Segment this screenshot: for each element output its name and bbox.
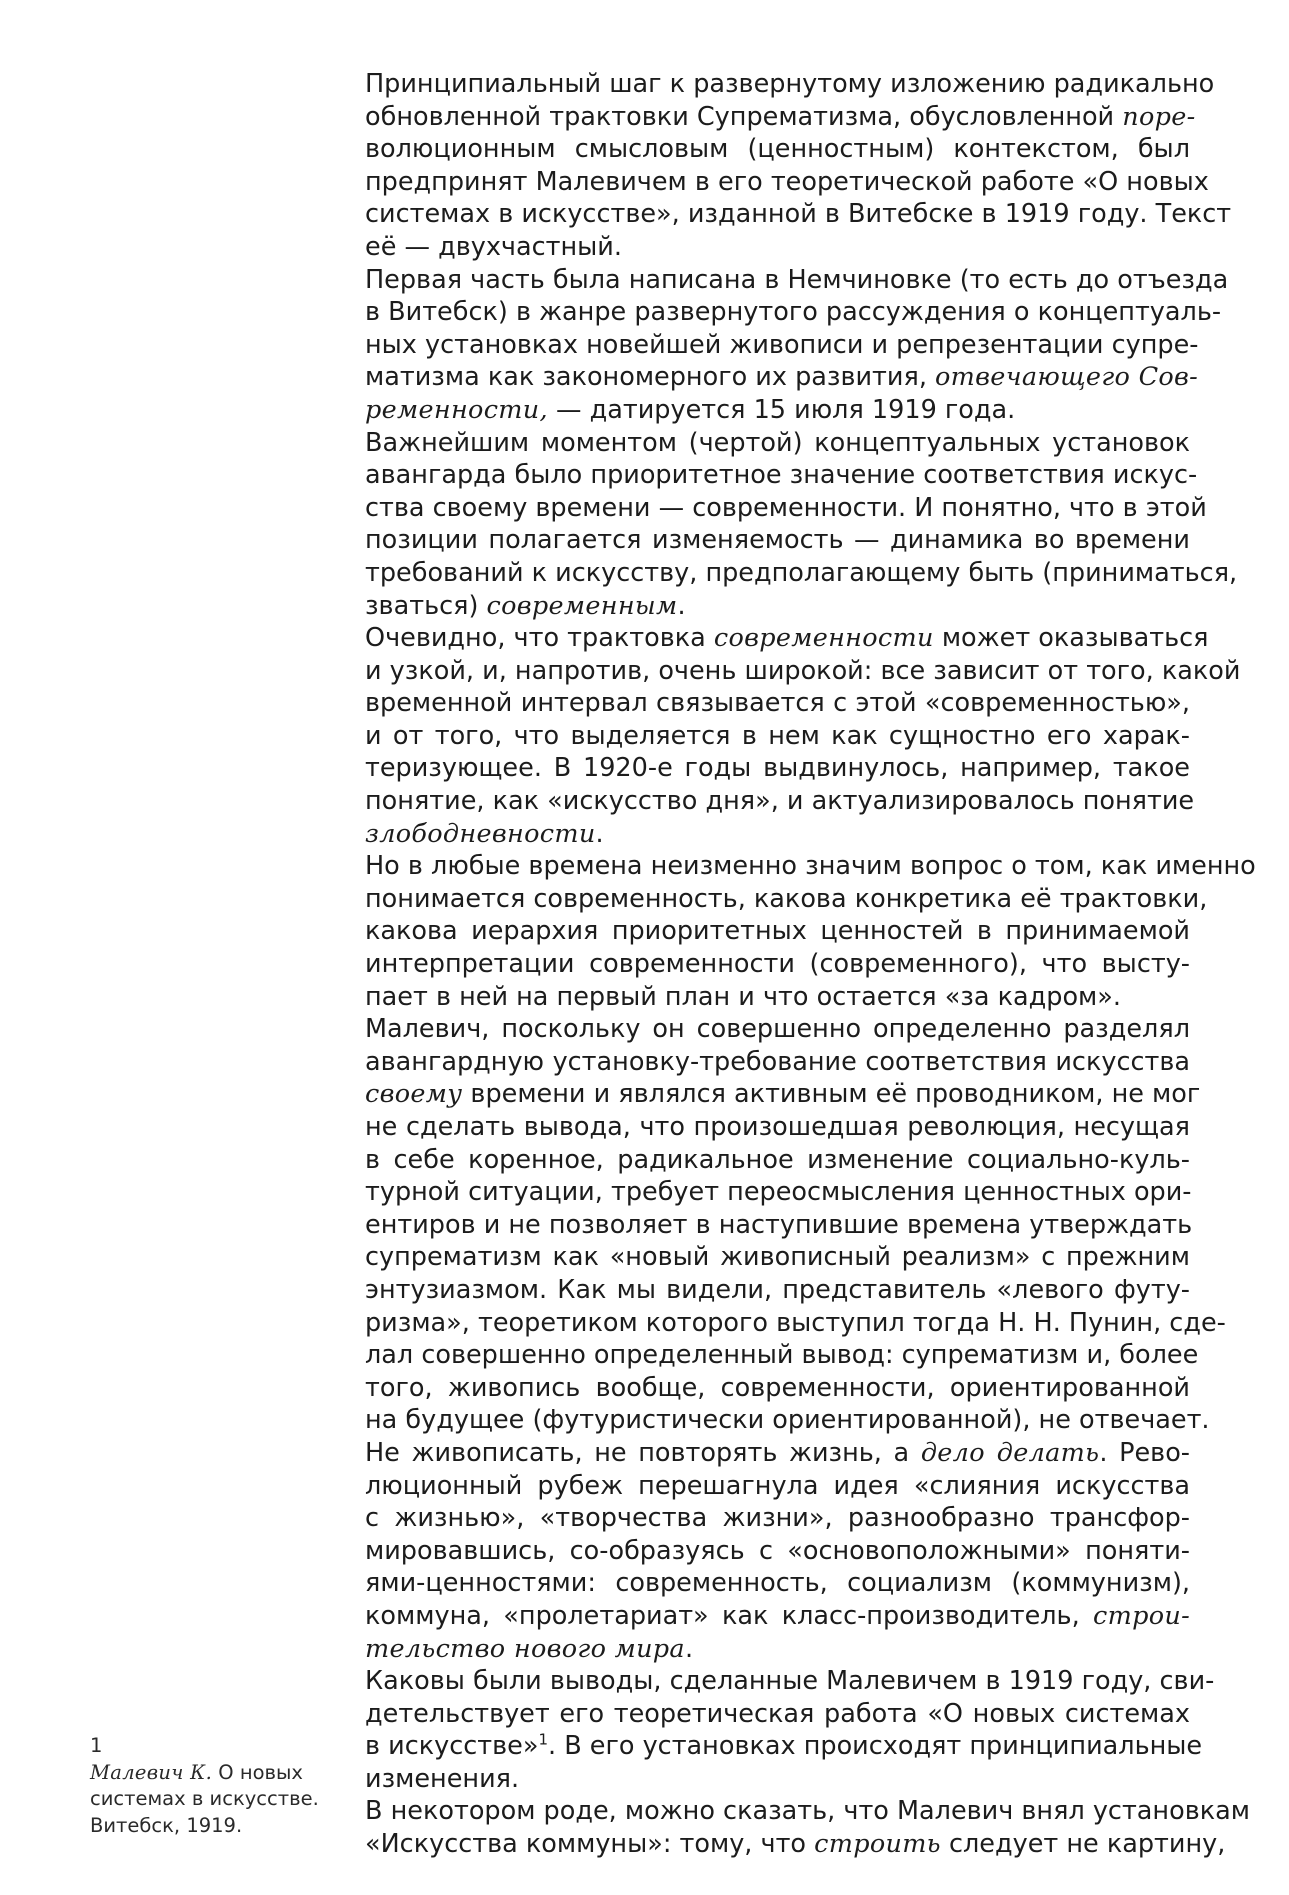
text-line <box>365 459 1198 492</box>
text-run: Важнейшим моментом (чертой) концептуальных установок <box>365 427 1190 458</box>
text-run: авангардную установку-требование соответствия искусства <box>365 1046 1190 1077</box>
text-run: пает в ней на первый план и что остается «за кадром». <box>365 981 1121 1012</box>
text-line <box>365 1698 1190 1731</box>
text-run: требований к искусству, предполагающему быть (приниматься, <box>365 557 1238 588</box>
paragraph <box>365 1795 1251 1860</box>
text-line <box>365 231 1190 264</box>
text-line <box>365 590 1190 623</box>
text-run: в искусстве» <box>365 1731 539 1762</box>
text-run: предпринят Малевичем в его теоретической работе «О новых <box>365 166 1209 197</box>
text-run: — датируется 15 июля 1919 года. <box>547 394 1016 425</box>
text-run: следует не картину, <box>940 1829 1226 1860</box>
text-line <box>365 1665 1215 1698</box>
text-run: волюционным смысловым (ценностным) контекстом, был <box>365 134 1190 165</box>
text-line <box>365 68 1215 101</box>
paragraph <box>365 427 1238 623</box>
text-run: того, живопись вообще, современности, ориентированной <box>365 1372 1190 1403</box>
text-run: турной ситуации, требует переосмысления ценностных ори- <box>365 1177 1192 1208</box>
text-line <box>365 1795 1251 1828</box>
text-line <box>365 524 1190 557</box>
text-run: зваться) <box>365 590 487 621</box>
italic-emphasis: Малевич К. <box>90 1760 213 1784</box>
text-run: детельствует его теоретическая работа «О новых системах <box>365 1698 1190 1729</box>
text-line <box>365 1763 1190 1796</box>
text-run: лал совершенно определенный вывод: супрематизм и, более <box>365 1340 1199 1371</box>
text-run: коммуна, «пролетариат» как класс-производитель, <box>365 1600 1094 1631</box>
text-line <box>365 883 1208 916</box>
text-run: ентиров и не позволяет в наступившие времена утверждать <box>365 1209 1193 1240</box>
text-line <box>365 557 1238 590</box>
text-line <box>365 785 1195 818</box>
text-line <box>365 1567 1190 1600</box>
text-line <box>365 361 1199 394</box>
text-line <box>365 198 1232 231</box>
text-run: Но в любые времена неизменно значим вопрос о том, как именно <box>365 851 1256 882</box>
text-run: времени и являлся активным её проводником, не мог <box>462 1079 1201 1110</box>
text-run: ства своему времени — современности. И понятно, что в этой <box>365 492 1207 523</box>
text-line <box>365 1535 1190 1568</box>
paragraph <box>365 68 1232 264</box>
text-run: ями-ценностями: современность, социализм (коммунизм), <box>365 1568 1190 1599</box>
text-line <box>365 1078 1201 1111</box>
text-run: обновленной трактовки Супрематизма, обусловленной <box>365 101 1123 132</box>
text-run: не сделать вывода, что произошедшая революция, несущая <box>365 1112 1190 1142</box>
italic-emphasis: отвечающего Сов- <box>935 362 1199 393</box>
text-run: Малевич, поскольку он совершенно определенно разделял <box>365 1014 1190 1045</box>
text-line <box>365 752 1190 785</box>
text-run: её — двухчастный. <box>365 231 622 262</box>
text-line <box>365 296 1222 329</box>
text-run: позиции полагается изменяемость — динамика во времени <box>365 525 1190 556</box>
text-line <box>365 1828 1226 1861</box>
text-run: какова иерархия приоритетных ценностей в принимаемой <box>365 916 1190 947</box>
footnote-line <box>90 1813 350 1840</box>
text-line <box>365 818 1190 851</box>
footnote-line <box>90 1760 350 1787</box>
text-line <box>365 1600 1190 1633</box>
text-line <box>365 850 1256 883</box>
text-run: . В его установках происходят принципиальные <box>547 1731 1203 1762</box>
footnote-number: 1 <box>90 1734 103 1757</box>
footnote-line <box>90 1786 350 1813</box>
main-text-column <box>365 68 1256 1861</box>
italic-emphasis: строи- <box>1093 1600 1190 1631</box>
italic-emphasis: дело делать <box>920 1437 1100 1468</box>
text-line <box>365 1046 1190 1079</box>
text-line <box>365 427 1190 460</box>
text-line <box>365 166 1209 199</box>
text-run: Не живописать, не повторять жизнь, а <box>365 1437 921 1468</box>
text-run: люционный рубеж перешагнула идея «слияния искусства <box>365 1470 1190 1501</box>
text-run: . Рево- <box>1099 1437 1190 1468</box>
text-line <box>365 101 1196 134</box>
text-run: авангарда было приоритетное значение соответствия искус- <box>365 460 1198 491</box>
text-run: Очевидно, что трактовка <box>365 623 714 654</box>
italic-emphasis: своему <box>365 1079 463 1110</box>
italic-emphasis: строить <box>814 1829 941 1860</box>
text-run: Витебск, 1919. <box>90 1813 243 1837</box>
text-line <box>365 981 1190 1014</box>
text-line <box>365 1144 1190 1177</box>
paragraph <box>365 850 1256 1013</box>
text-run: «Искусства коммуны»: тому, что <box>365 1829 815 1860</box>
italic-emphasis: современным <box>486 590 678 621</box>
paragraph <box>365 622 1241 850</box>
text-run: . <box>677 590 686 621</box>
text-run: понимается современность, какова конкретика её трактовки, <box>365 883 1208 914</box>
text-run: интерпретации современности (современного), что высту- <box>365 949 1190 980</box>
text-line <box>365 1437 1190 1470</box>
text-line <box>365 948 1190 981</box>
text-line <box>365 915 1190 948</box>
text-line <box>365 329 1199 362</box>
text-line <box>365 1176 1190 1209</box>
text-run: матизма как закономерного их развития, <box>365 362 936 393</box>
text-line <box>365 1502 1190 1535</box>
text-line <box>365 655 1241 688</box>
italic-emphasis: поре- <box>1122 101 1196 132</box>
text-run: ризма», теоретиком которого выступил тогда Н. Н. Пунин, сде- <box>365 1307 1226 1338</box>
text-line <box>365 1209 1193 1242</box>
text-line <box>365 1307 1226 1340</box>
text-run: О новых <box>212 1760 303 1784</box>
text-run: энтузиазмом. Как мы видели, представитель «левого футу- <box>365 1274 1190 1305</box>
italic-emphasis: ременности, <box>365 394 548 425</box>
text-run: мировавшись, со-образуясь с «основоположными» поняти- <box>365 1535 1190 1566</box>
text-run: на будущее (футуристически ориентированной), не отвечает. <box>365 1405 1210 1436</box>
text-run: изменения. <box>365 1763 520 1794</box>
text-line <box>365 264 1229 297</box>
text-run: ных установках новейшей живописи и репрезентации супре- <box>365 329 1199 360</box>
text-run: Первая часть была написана в Немчиновке (то есть до отъезда <box>365 264 1229 295</box>
paragraph <box>365 1665 1215 1795</box>
text-run: теризующее. В 1920-е годы выдвинулось, например, такое <box>365 753 1190 784</box>
footnote <box>90 1733 350 1839</box>
text-line <box>365 1470 1190 1503</box>
text-line <box>365 1111 1190 1144</box>
text-line <box>365 687 1190 720</box>
text-line <box>365 394 1190 427</box>
text-line <box>365 1372 1190 1405</box>
text-line <box>365 622 1209 655</box>
text-line <box>365 1730 1203 1763</box>
text-line <box>365 133 1190 166</box>
text-run: в себе коренное, радикальное изменение социально-куль- <box>365 1144 1190 1175</box>
text-line <box>365 720 1190 753</box>
text-run: системах в искусстве», изданной в Витебске в 1919 году. Текст <box>365 199 1232 230</box>
text-run: системах в искусстве. <box>90 1787 319 1810</box>
footnote-text <box>90 1760 350 1840</box>
text-run: . <box>595 818 604 849</box>
text-line <box>365 1013 1190 1046</box>
text-line <box>365 1241 1190 1274</box>
paragraph <box>365 1013 1226 1665</box>
text-run: супрематизм как «новый живописный реализм» с прежним <box>365 1242 1190 1273</box>
text-line <box>365 492 1207 525</box>
paragraph <box>365 264 1229 427</box>
italic-emphasis: современности <box>713 623 934 654</box>
text-run: может оказываться <box>933 623 1209 654</box>
italic-emphasis: злободневности <box>365 818 596 849</box>
text-line <box>365 1339 1199 1372</box>
text-run: понятие, как «искусство дня», и актуализировалось понятие <box>365 786 1195 817</box>
text-run: В некотором роде, можно сказать, что Малевич внял установкам <box>365 1796 1251 1827</box>
text-run: в Витебск) в жанре развернутого рассуждения о концептуаль- <box>365 297 1222 328</box>
footnote-reference: 1 <box>538 1730 548 1749</box>
text-run: временной интервал связывается с этой «современностью», <box>365 688 1190 719</box>
text-line <box>365 1274 1190 1307</box>
text-run: с жизнью», «творчества жизни», разнообразно трансфор- <box>365 1503 1190 1534</box>
text-run: Каковы были выводы, сделанные Малевичем в 1919 году, сви- <box>365 1666 1215 1697</box>
text-run: . <box>684 1633 694 1664</box>
text-run: и от того, что выделяется в нем как сущностно его харак- <box>365 720 1190 751</box>
text-run: и узкой, и, напротив, очень широкой: все зависит от того, какой <box>365 655 1241 686</box>
text-line <box>365 1404 1210 1437</box>
text-line <box>365 1633 1190 1666</box>
text-run: Принципиальный шаг к развернутому изложению радикально <box>365 69 1215 99</box>
italic-emphasis: тельство нового мира <box>365 1633 685 1664</box>
